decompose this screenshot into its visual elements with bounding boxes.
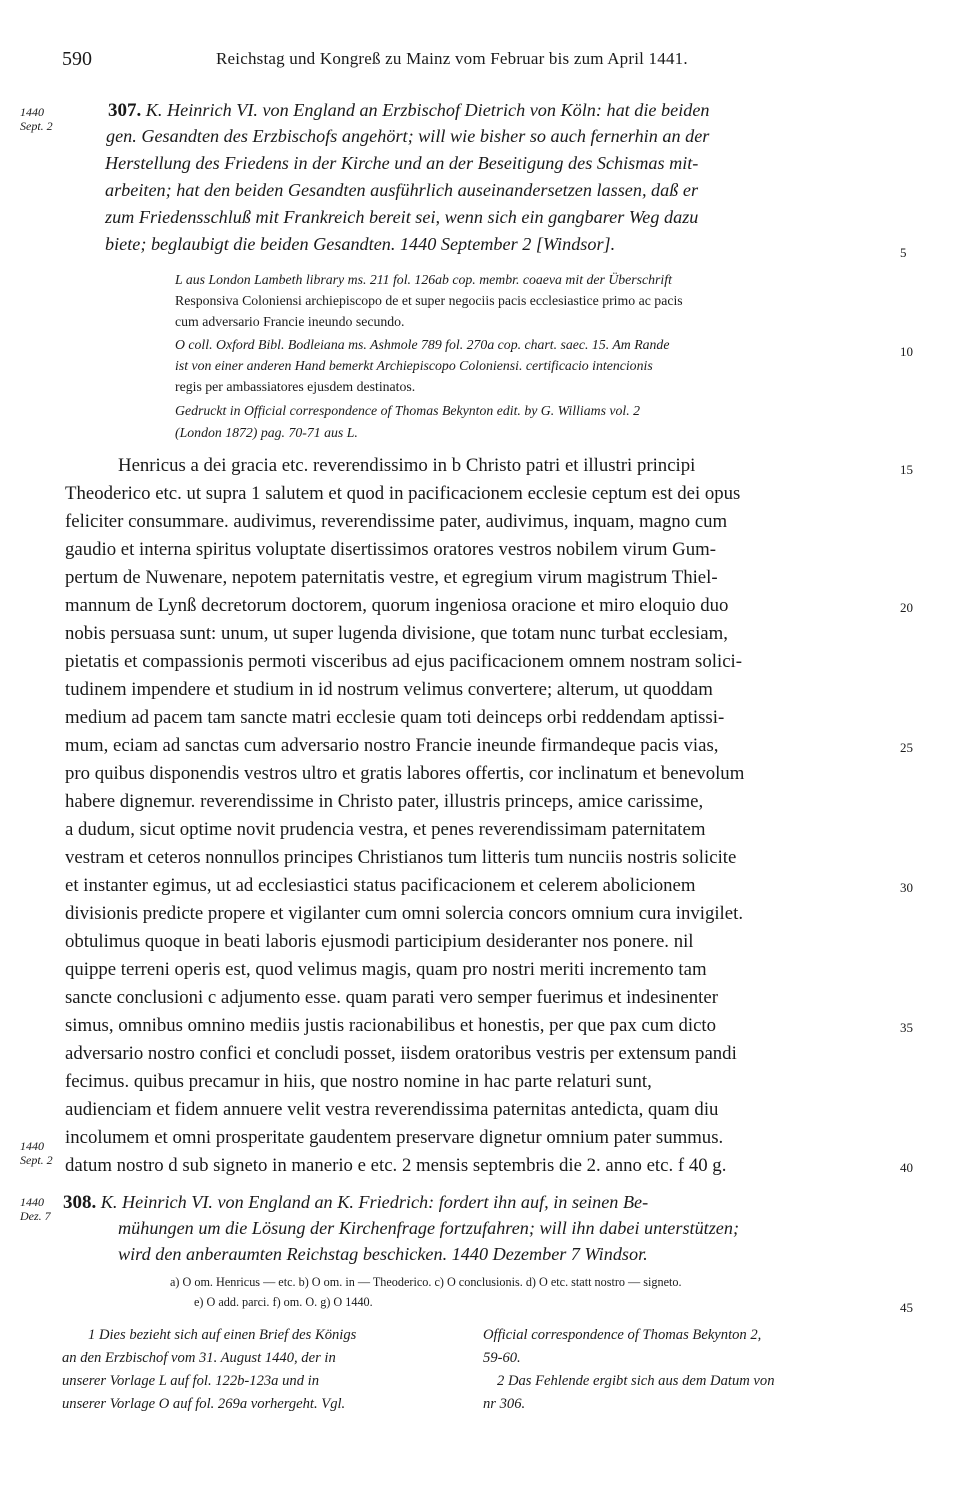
text-line: mannum de Lynß decretorum doctorem, quorum ingeniosa oracione et miro eloquio duo xyxy=(65,595,729,616)
source-line: regis per ambassiatores ejusdem destinatos. xyxy=(175,379,416,394)
source-line: L aus London Lambeth library ms. 211 fol. 126ab cop. membr. coaeva mit der Überschrift xyxy=(175,272,672,287)
footnote-left-line: 1 Dies bezieht sich auf einen Brief des Königs xyxy=(88,1327,357,1343)
margin-date-308-day: Dez. 7 xyxy=(20,1209,51,1223)
line-number: 35 xyxy=(900,1020,913,1035)
text-line: adversario nostro confici et concludi posset, iisdem oratoribus vestris per extensum pandi xyxy=(65,1043,737,1064)
text-line: habere dignemur. reverendissime in Christo pater, illustris princeps, amice carissime, xyxy=(65,791,704,812)
footnote-left-line: unserer Vorlage L auf fol. 122b-123a und in xyxy=(62,1373,320,1389)
text-line: divisionis predicte propere et vigilanter cum omni solercia concors omnium cura invigilet. xyxy=(65,903,744,924)
line-number: 10 xyxy=(900,344,913,359)
footnote-right-line: 2 Das Fehlende ergibt sich aus dem Datum von xyxy=(497,1373,775,1389)
apparatus-line: a) O om. Henricus — etc. b) O om. in — Theoderico. c) O conclusionis. d) O etc. statt nostro — signeto. xyxy=(170,1275,682,1289)
text-line: audienciam et fidem annuere velit vestra reverendissima paternitas antedicta, quam diu xyxy=(65,1099,719,1120)
text-line: a dudum, sicut optime novit prudencia vestra, et penes reverendissimam paternitatem xyxy=(65,819,706,840)
regest-307-line: gen. Gesandten des Erzbischofs angehört; will wie bisher so auch fernerhin an der xyxy=(106,126,710,146)
regest-308-line: mühungen um die Lösung der Kirchenfrage fortzufahren; will ihn dabei unterstützen; xyxy=(118,1218,740,1238)
text-line: feliciter consummare. audivimus, reverendissime pater, audivimus, inquam, magno cum xyxy=(65,511,728,532)
text-line: vestram et ceteros nonnullos principes Christianos tum litteris tum nunciis nostris solicite xyxy=(65,847,737,868)
text-line: mum, eciam ad sanctas cum adversario nostro Francie ineunde firmandeque pacis vias, xyxy=(65,735,719,756)
line-number: 15 xyxy=(900,462,913,477)
footnote-left-line: unserer Vorlage O auf fol. 269a vorhergeht. Vgl. xyxy=(62,1396,346,1412)
entry-number-308: 308. xyxy=(63,1192,97,1213)
source-line: cum adversario Francie ineundo secundo. xyxy=(175,314,405,329)
text-line: medium ad pacem tam sancte matri ecclesie quam toti deinceps orbi reddendam aptissi- xyxy=(65,707,725,728)
closing-margin-date-year: 1440 xyxy=(20,1139,44,1153)
line-number: 30 xyxy=(900,880,913,895)
footnote-left-line: an den Erzbischof vom 31. August 1440, der in xyxy=(62,1350,336,1366)
text-line: gaudio et interna spiritus voluptate disertissimos oratores vestros nobilem virum Gum- xyxy=(65,539,716,560)
footnote-right-line: nr 306. xyxy=(483,1396,526,1412)
text-line: Henricus a dei gracia etc. reverendissimo in b Christo patri et illustri principi xyxy=(118,455,696,476)
text-line: fecimus. quibus precamur in hiis, que nostro nomine in hac parte relaturi sunt, xyxy=(65,1071,652,1092)
regest-308-line: K. Heinrich VI. von England an K. Friedrich: fordert ihn auf, in seinen Be- xyxy=(100,1192,649,1212)
line-number: 45 xyxy=(900,1300,913,1315)
source-line: (London 1872) pag. 70-71 aus L. xyxy=(175,425,358,440)
text-line: et instanter egimus, ut ad ecclesiastici status pacificacionem et celerem abolicionem xyxy=(65,875,696,896)
text-line: tudinem impendere et studium in id nostrum velimus convertere; alterum, ut quoddam xyxy=(65,679,713,700)
text-line: obtulimus quoque in beati laboris ejusmodi participium desideranter nos ponere. nil xyxy=(65,931,694,952)
text-line: pietatis et compassionis permoti visceribus ad ejus pacificacionem omnem nostram solici- xyxy=(65,651,742,672)
source-line: Gedruckt in Official correspondence of Thomas Bekynton edit. by G. Williams vol. 2 xyxy=(175,403,641,418)
margin-date-307-year: 1440 xyxy=(20,105,44,119)
line-number: 5 xyxy=(900,245,907,260)
text-line: datum nostro d sub signeto in manerio e etc. 2 mensis septembris die 2. anno etc. f 40 g. xyxy=(65,1155,727,1176)
text-line: sancte conclusioni c adjumento esse. quam parati vero semper fuerimus et indesinenter xyxy=(65,987,718,1008)
text-line: nobis persuasa sunt: unum, ut super lugenda divisione, que totam nunc turbat ecclesiam, xyxy=(65,623,728,644)
source-line: Responsiva Coloniensi archiepiscopo de et super negociis pacis ecclesiastice primo ac pacis xyxy=(175,293,683,308)
page-number: 590 xyxy=(62,48,92,70)
regest-307-line: Herstellung des Friedens in der Kirche und an der Beseitigung des Schismas mit- xyxy=(105,153,699,173)
regest-307-line: zum Friedensschluß mit Frankreich bereit sei, wenn sich ein gangbarer Weg dazu xyxy=(105,207,699,227)
margin-date-307-day: Sept. 2 xyxy=(20,119,53,133)
regest-307-line: K. Heinrich VI. von England an Erzbischof Dietrich von Köln: hat die beiden xyxy=(145,100,710,120)
entry-number-307: 307. xyxy=(108,100,142,121)
footnote-right-line: 59-60. xyxy=(483,1350,521,1366)
text-line: quippe terreni operis est, quod velimus magis, quam pro nostri meriti incremento tam xyxy=(65,959,707,980)
text-line: incolumem et omni prosperitate gaudentem preservare dignetur omnium pater summus. xyxy=(65,1127,724,1148)
regest-307-line: biete; beglaubigt die beiden Gesandten. 1440 September 2 [Windsor]. xyxy=(105,234,616,254)
running-title: Reichstag und Kongreß zu Mainz vom Februar bis zum April 1441. xyxy=(216,49,688,68)
regest-307-line: arbeiten; hat den beiden Gesandten ausführlich auseinandersetzen lassen, daß er xyxy=(105,180,699,200)
footnote-right-line: Official correspondence of Thomas Bekynton 2, xyxy=(483,1327,762,1343)
margin-date-308-year: 1440 xyxy=(20,1195,44,1209)
text-line: pro quibus disponendis vestros ultro et gratis labores offertis, cor inclinatum et benevolum xyxy=(65,763,745,784)
line-number: 40 xyxy=(900,1160,913,1175)
source-line: ist von einer anderen Hand bemerkt Archiepiscopo Coloniensi. certificacio intencionis xyxy=(175,358,653,373)
text-line: Theoderico etc. ut supra 1 salutem et quod in pacificacionem ecclesie ceptum est dei opus xyxy=(65,483,741,504)
closing-margin-date-day: Sept. 2 xyxy=(20,1153,53,1167)
text-line: simus, omnibus omnino mediis justis racionabilibus et honestis, per que pax cum dicto xyxy=(65,1015,717,1036)
source-line: O coll. Oxford Bibl. Bodleiana ms. Ashmole 789 fol. 270a cop. chart. saec. 15. Am Rande xyxy=(175,337,670,352)
apparatus-line: e) O add. parci. f) om. O. g) O 1440. xyxy=(194,1295,373,1309)
text-line: pertum de Nuwenare, nepotem paternitatis vestre, et egregium virum magistrum Thiel- xyxy=(65,567,718,588)
regest-308-line: wird den anberaumten Reichstag beschicken. 1440 Dezember 7 Windsor. xyxy=(118,1244,648,1264)
line-number: 20 xyxy=(900,600,913,615)
line-number: 25 xyxy=(900,740,913,755)
